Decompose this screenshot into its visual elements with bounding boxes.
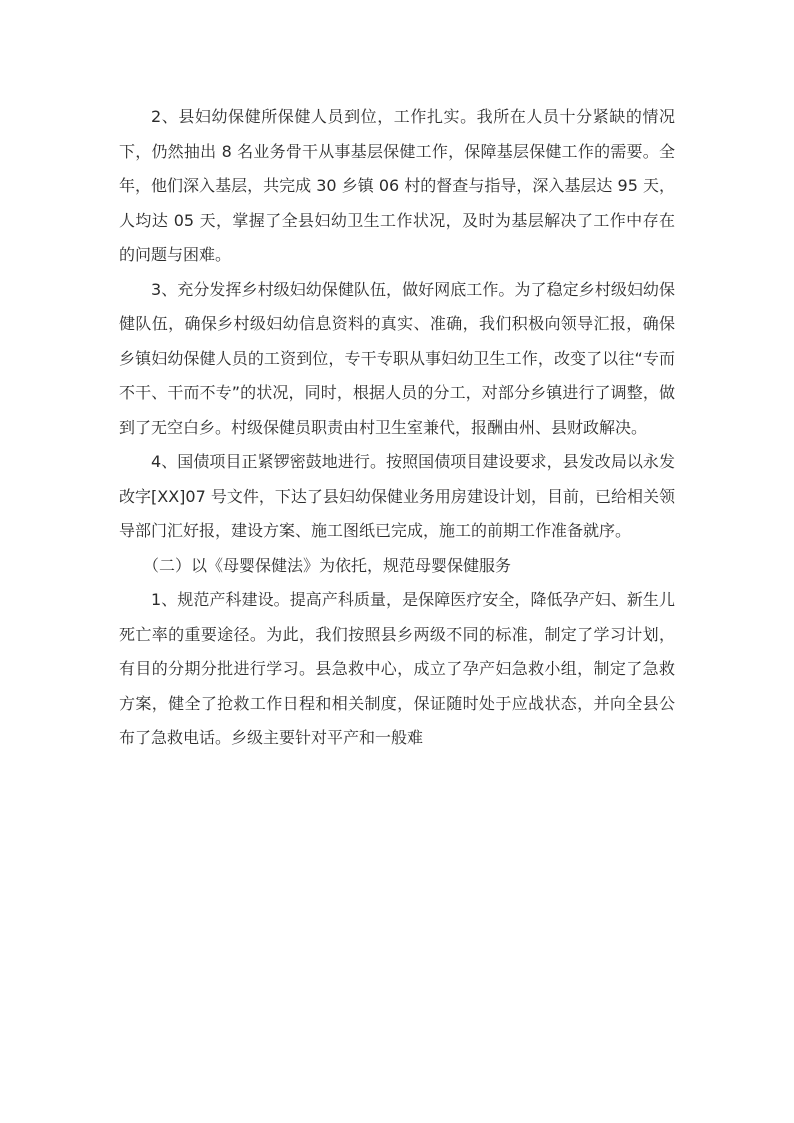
paragraph-staff-in-place: 2、县妇幼保健所保健人员到位，工作扎实。我所在人员十分紧缺的情况下，仍然抽出 8 名业务骨干从事基层保健工作，保障基层保健工作的需要。全年，他们深入基层，共完成 30 乡镇 06 村的督查与指导，深入基层达 95 天，人均达 05 天，掌握了全县妇幼卫生工作状况，及时为基层解决了工作中存在的问题与困难。 xyxy=(119,107,675,264)
paragraph-obstetrics: 1、规范产科建设。提高产科质量，是保障医疗安全，降低孕产妇、新生儿死亡率的重要途径。为此，我们按照县乡两级不同的标准，制定了学习计划，有目的分期分批进行学习。县急救中心，成立了孕产妇急救小组，制定了急救方案，健全了抢救工作日程和相关制度，保证随时处于应战状态，并向全县公布了急救电话。乡级主要针对平产和一般难 xyxy=(119,590,675,747)
paragraph-village-team: 3、充分发挥乡村级妇幼保健队伍，做好网底工作。为了稳定乡村级妇幼保健队伍，确保乡村级妇幼信息资料的真实、准确，我们积极向领导汇报，确保乡镇妇幼保健人员的工资到位，专干专职从事妇幼卫生工作，改变了以往“专而不干、干而不专”的状况，同时，根据人员的分工，对部分乡镇进行了调整，做到了无空白乡。村级保健员职责由村卫生室兼代，报酬由州、县财政解决。 xyxy=(119,279,675,437)
section-heading: （二）以《母婴保健法》为依托，规范母婴保健服务 xyxy=(143,555,512,575)
document-body xyxy=(119,100,675,756)
paragraph-national-debt-project: 4、国债项目正紧锣密鼓地进行。按照国债项目建设要求，县发改局以永发改字[XX]07 号文件，下达了县妇幼保健业务用房建设计划，目前，已给相关领导部门汇好报，建设方案、施工图纸已完成，施工的前期工作准备就序。 xyxy=(119,452,675,540)
